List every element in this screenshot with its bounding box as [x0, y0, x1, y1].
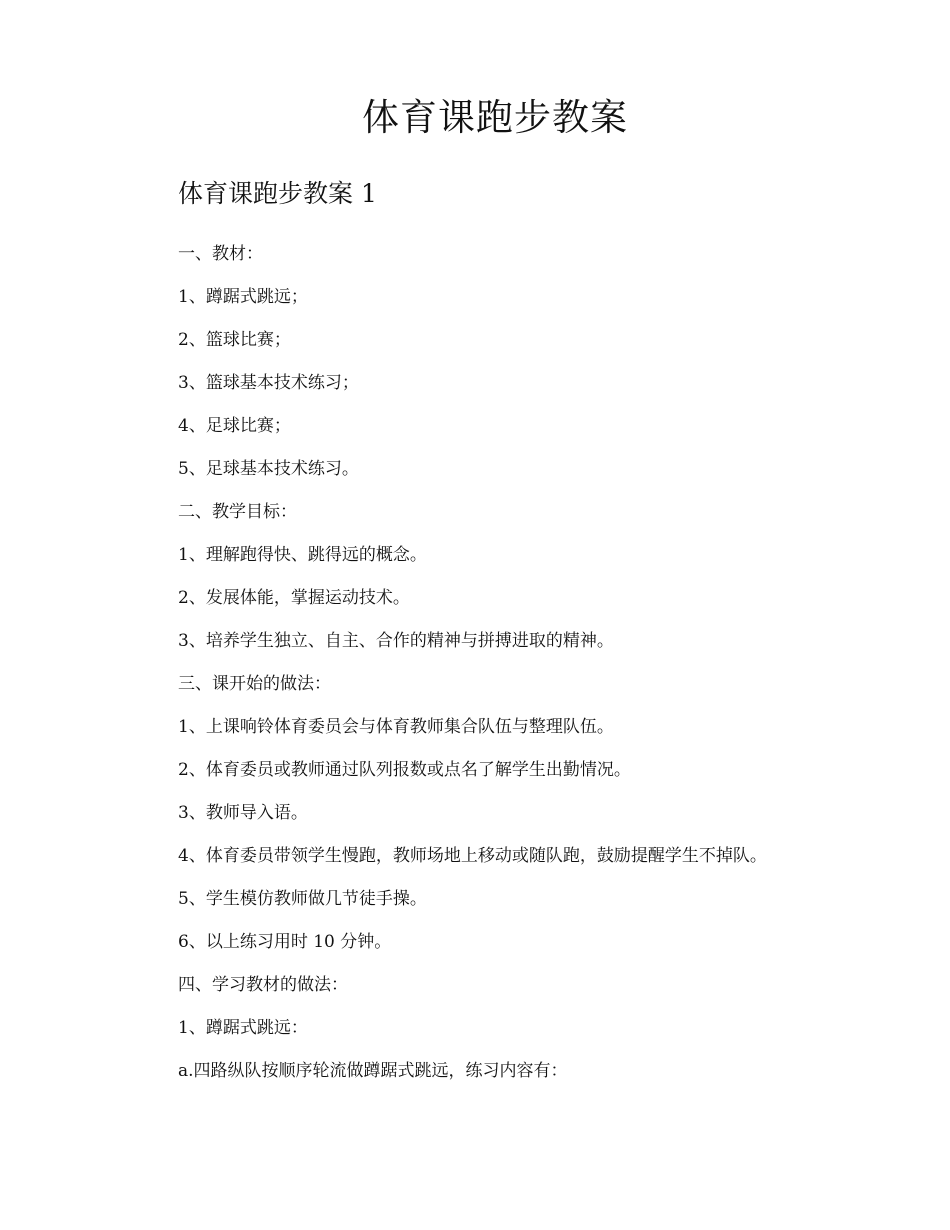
paragraph: a.四路纵队按顺序轮流做蹲踞式跳远，练习内容有：	[178, 1061, 568, 1081]
paragraph: 5、学生模仿教师做几节徒手操。	[178, 889, 427, 909]
paragraph: 3、篮球基本技术练习；	[178, 373, 359, 393]
paragraph: 2、发展体能，掌握运动技术。	[178, 588, 410, 608]
section-title: 体育课跑步教案 1	[178, 179, 377, 208]
paragraph: 1、蹲踞式跳远：	[178, 1018, 308, 1038]
paragraph: 3、培养学生独立、自主、合作的精神与拼搏进取的精神。	[178, 631, 614, 651]
paragraph: 四、学习教材的做法：	[178, 975, 348, 995]
document-title: 体育课跑步教案	[362, 96, 628, 139]
paragraph: 三、课开始的做法：	[178, 674, 331, 694]
document-body	[142, 243, 792, 1103]
paragraph: 二、教学目标：	[178, 502, 297, 522]
paragraph: 一、教材：	[178, 244, 263, 264]
paragraph: 2、篮球比赛；	[178, 330, 291, 350]
paragraph: 1、理解跑得快、跳得远的概念。	[178, 545, 427, 565]
paragraph: 1、上课响铃体育委员会与体育教师集合队伍与整理队伍。	[178, 717, 614, 737]
paragraph: 4、体育委员带领学生慢跑，教师场地上移动或随队跑，鼓励提醒学生不掉队。	[178, 846, 767, 866]
paragraph: 2、体育委员或教师通过队列报数或点名了解学生出勤情况。	[178, 760, 631, 780]
paragraph: 5、足球基本技术练习。	[178, 459, 359, 479]
paragraph: 4、足球比赛；	[178, 416, 291, 436]
paragraph: 6、以上练习用时 10 分钟。	[178, 932, 392, 952]
paragraph: 3、教师导入语。	[178, 803, 308, 823]
paragraph: 1、蹲踞式跳远；	[178, 287, 308, 307]
